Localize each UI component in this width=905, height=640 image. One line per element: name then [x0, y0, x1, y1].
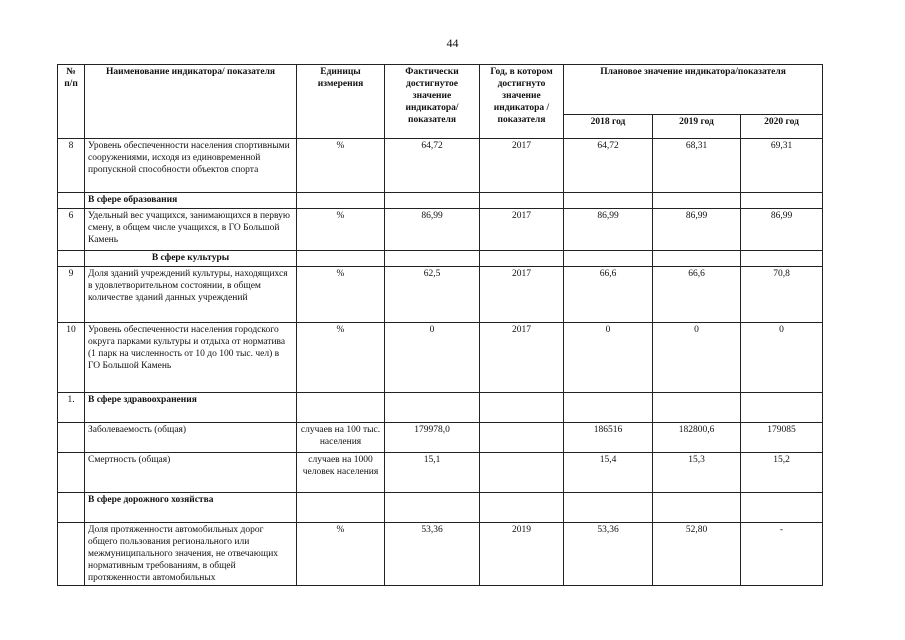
- row-year: 2017: [480, 323, 564, 393]
- row-actual: 62,5: [385, 267, 480, 323]
- row-actual: 179978,0: [385, 423, 480, 453]
- row-num: [58, 423, 85, 453]
- row-year: 2017: [480, 139, 564, 193]
- table-row: [58, 323, 823, 393]
- header-year: Год, в котором достигнуто значение индикатора /показателя: [480, 65, 564, 139]
- header-num: № п/п: [58, 65, 85, 139]
- row-actual: 15,1: [385, 453, 480, 493]
- row-2020: 15,2: [741, 453, 823, 493]
- table-row: [58, 139, 823, 193]
- row-year: [480, 423, 564, 453]
- section-row: [58, 251, 823, 267]
- page-number: 44: [446, 36, 459, 50]
- row-2019: 52,80: [653, 523, 741, 586]
- row-2019: 68,31: [653, 139, 741, 193]
- row-unit: %: [297, 323, 385, 393]
- row-2019: 0: [653, 323, 741, 393]
- row-num: 1.: [58, 393, 85, 423]
- section-row: [58, 493, 823, 523]
- row-unit: %: [297, 209, 385, 251]
- row-2018: 66,6: [564, 267, 653, 323]
- row-2019: 66,6: [653, 267, 741, 323]
- row-name: Уровень обеспеченности населения спортивными сооружениями, исходя из единовременной пропускной способности объектов спорта: [85, 139, 297, 193]
- row-name: Доля зданий учреждений культуры, находящихся в удовлетворительном состоянии, в общем количестве зданий данных учреждений: [85, 267, 297, 323]
- table-row: [58, 453, 823, 493]
- row-year: 2019: [480, 523, 564, 586]
- section-title: В сфере образования: [85, 193, 297, 209]
- row-num: [58, 523, 85, 586]
- row-2019: 86,99: [653, 209, 741, 251]
- table-row: [58, 267, 823, 323]
- row-actual: 64,72: [385, 139, 480, 193]
- header-actual: Фактически достигнутое значение индикатора/ показателя: [385, 65, 480, 139]
- header-2018: 2018 год: [564, 115, 653, 139]
- header-name: Наименование индикатора/ показателя: [85, 65, 297, 139]
- row-num: 6: [58, 209, 85, 251]
- row-unit: случаев на 100 тыс. населения: [297, 423, 385, 453]
- row-name: Заболеваемость (общая): [85, 423, 297, 453]
- row-year: [480, 453, 564, 493]
- row-2018: 53,36: [564, 523, 653, 586]
- section-title: В сфере дорожного хозяйства: [85, 493, 297, 523]
- row-2019: 15,3: [653, 453, 741, 493]
- row-actual: 0: [385, 323, 480, 393]
- row-actual: 53,36: [385, 523, 480, 586]
- row-2018: 64,72: [564, 139, 653, 193]
- header-2020: 2020 год: [741, 115, 823, 139]
- row-name: Уровень обеспеченности населения городского округа парками культуры и отдыха от норматива (1 парк на численность от 10 до 100 тыс. чел) в ГО Большой Камень: [85, 323, 297, 393]
- section-row: [58, 393, 823, 423]
- row-actual: 86,99: [385, 209, 480, 251]
- row-2020: 0: [741, 323, 823, 393]
- row-name: Смертность (общая): [85, 453, 297, 493]
- row-2020: -: [741, 523, 823, 586]
- table-row: [58, 523, 823, 586]
- row-name: Доля протяженности автомобильных дорог общего пользования регионального или межмуниципального значения, не отвечающих нормативным требованиям, в общей протяженности автомобильных: [85, 523, 297, 586]
- row-num: 8: [58, 139, 85, 193]
- row-num: 9: [58, 267, 85, 323]
- row-2020: 86,99: [741, 209, 823, 251]
- row-2018: 86,99: [564, 209, 653, 251]
- row-2018: 0: [564, 323, 653, 393]
- row-2020: 69,31: [741, 139, 823, 193]
- row-name: Удельный вес учащихся, занимающихся в первую смену, в общем числе учащихся, в ГО Большой Камень: [85, 209, 297, 251]
- header-planned: Плановое значение индикатора/показателя: [564, 65, 823, 115]
- row-2020: 179085: [741, 423, 823, 453]
- row-num: 10: [58, 323, 85, 393]
- table-row: [58, 423, 823, 453]
- table-row: [58, 209, 823, 251]
- header-unit: Единицы измерения: [297, 65, 385, 139]
- row-2019: 182800,6: [653, 423, 741, 453]
- row-unit: %: [297, 139, 385, 193]
- row-2018: 186516: [564, 423, 653, 453]
- row-year: 2017: [480, 209, 564, 251]
- row-2018: 15,4: [564, 453, 653, 493]
- header-2019: 2019 год: [653, 115, 741, 139]
- indicators-table: [57, 64, 823, 586]
- row-unit: %: [297, 523, 385, 586]
- row-unit: случаев на 1000 человек населения: [297, 453, 385, 493]
- row-unit: %: [297, 267, 385, 323]
- row-2020: 70,8: [741, 267, 823, 323]
- section-title: В сфере культуры: [85, 251, 297, 267]
- section-title: В сфере здравоохранения: [85, 393, 297, 423]
- row-year: 2017: [480, 267, 564, 323]
- row-num: [58, 493, 85, 523]
- row-num: [58, 453, 85, 493]
- section-row: [58, 193, 823, 209]
